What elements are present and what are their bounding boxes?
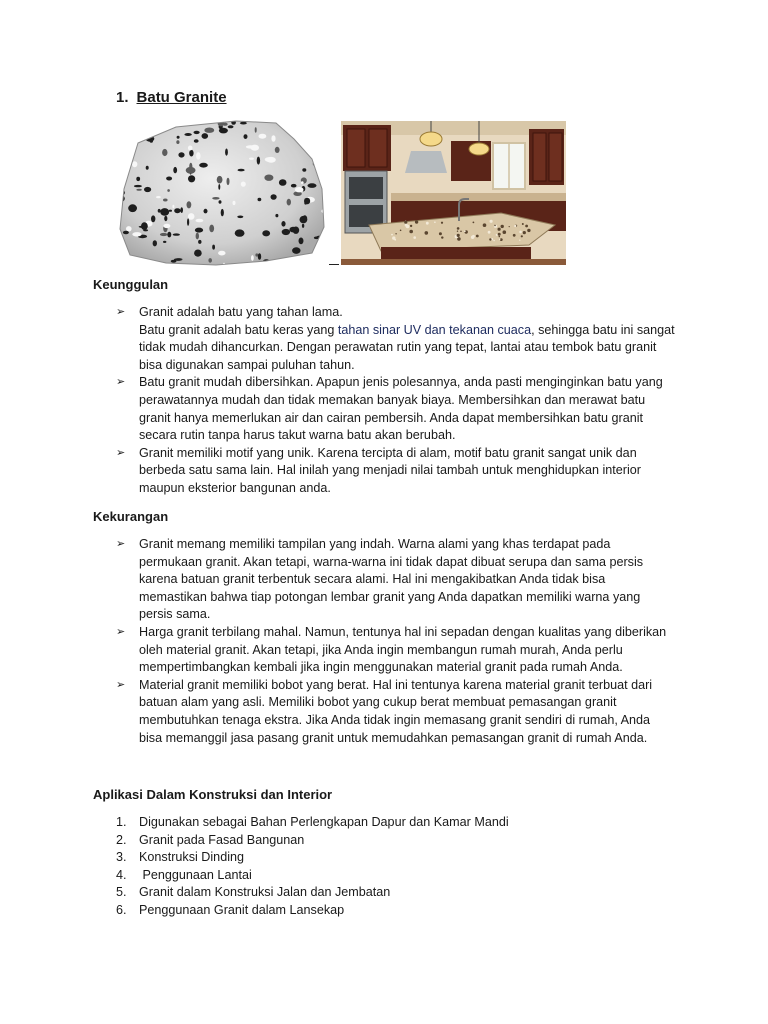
granite-kitchen-image	[341, 121, 566, 265]
granite-speckle	[258, 253, 261, 260]
granite-speckle	[254, 119, 256, 122]
granite-speckle	[166, 177, 172, 181]
granite-speckle	[225, 149, 228, 156]
granite-speckle	[318, 119, 323, 123]
list-item-text: Konstruksi Dinding	[139, 850, 244, 865]
list-item-text: Granit pada Fasad Bangunan	[139, 832, 305, 847]
list-number: 3.	[116, 850, 127, 865]
countertop-speckle	[514, 225, 516, 227]
granite-speckle	[271, 194, 277, 200]
list-item	[116, 849, 509, 867]
countertop-speckle	[457, 227, 460, 230]
list-item-text: Granit memang memiliki tampilan yang indah. Warna alami yang khas terdapat pada permukaan granit. Akan tetapi, warna-warna ini tidak dapat dibuat serupa dan sama persis karena batuan granit terbentuk secara alami. Hal ini mengakibatkan Anda tidak bisa memastikan bahwa tiap potongan lembar granit yang Anda dapatkan memiliki warna yang persis sama.	[139, 537, 644, 622]
granite-speckle	[218, 184, 220, 190]
granite-speckle	[295, 187, 304, 192]
granite-speckle	[287, 199, 291, 206]
countertop-speckle	[513, 234, 516, 237]
countertop-speckle	[415, 220, 418, 223]
aplikasi-heading: Aplikasi Dalam Konstruksi dan Interior	[93, 787, 333, 802]
countertop-speckle	[425, 231, 429, 235]
granite-speckle	[135, 136, 137, 142]
countertop-speckle	[406, 226, 407, 227]
granite-speckle	[173, 167, 177, 173]
countertop-speckle	[483, 223, 487, 227]
granite-speckle	[177, 136, 180, 139]
granite-speckle	[156, 196, 161, 198]
countertop-speckle	[392, 236, 395, 239]
granite-speckle	[237, 216, 243, 219]
granite-speckle	[125, 154, 131, 159]
granite-speckle	[275, 147, 280, 153]
countertop-speckle	[499, 239, 500, 240]
granite-speckle	[202, 133, 209, 139]
granite-speckle	[133, 123, 138, 129]
countertop-speckle	[426, 222, 429, 225]
list-item	[116, 624, 676, 677]
granite-speckle	[198, 240, 201, 244]
granite-speckle	[291, 184, 297, 188]
list-item	[116, 304, 676, 374]
countertop-speckle	[473, 222, 475, 224]
granite-speckle	[169, 210, 172, 212]
granite-speckle	[188, 213, 195, 220]
granite-speckle	[130, 149, 133, 154]
granite-speckle	[227, 178, 230, 185]
granite-speckle	[117, 136, 122, 141]
granite-speckle	[257, 157, 260, 165]
countertop-speckle	[464, 231, 466, 233]
granite-speckle	[194, 131, 200, 134]
countertop-speckle	[523, 231, 526, 234]
granite-speckle	[309, 120, 318, 128]
countertop-speckle	[434, 221, 436, 223]
granite-speckle	[302, 168, 306, 171]
granite-speckle	[132, 136, 137, 144]
kekurangan-list	[116, 536, 676, 747]
granite-speckle	[259, 134, 267, 139]
countertop-speckle	[441, 236, 443, 238]
section-title-text: Batu Granite	[136, 89, 227, 106]
list-number: 6.	[116, 902, 127, 917]
granite-speckle	[163, 241, 166, 243]
granite-speckle	[189, 150, 193, 157]
granite-speckle	[163, 199, 168, 202]
granite-speckle	[164, 216, 167, 221]
countertop-speckle	[522, 223, 524, 225]
section-title	[116, 89, 227, 106]
granite-speckle	[292, 247, 300, 254]
granite-speckle	[184, 133, 191, 136]
granite-speckle	[316, 165, 322, 170]
granite-speckle	[134, 185, 142, 187]
list-item	[116, 536, 676, 624]
granite-speckle	[275, 214, 278, 217]
granite-speckle	[304, 198, 310, 205]
list-item	[116, 814, 509, 832]
countertop-speckle	[494, 225, 496, 227]
countertop-speckle	[527, 229, 530, 232]
countertop-speckle	[521, 235, 523, 237]
granite-speckle	[195, 228, 203, 233]
granite-speckle	[153, 240, 157, 246]
granite-speckle	[167, 189, 170, 192]
list-item-text: Harga granit terbilang mahal. Namun, tentunya hal ini sepadan dengan kualitas yang diberikan oleh material granit. Akan tetapi, jika Anda ingin membangun rumah murah, Anda perlu mempertimbangkan kembali jika ingin menggunakan material granit pada rumah Anda.	[139, 624, 667, 675]
countertop-speckle	[395, 233, 396, 234]
list-item-title: Granit adalah batu yang tahan lama.	[139, 305, 343, 319]
list-item-text: Penggunaan Lantai	[139, 867, 252, 882]
granite-speckle	[194, 139, 199, 143]
countertop-speckle	[400, 230, 402, 232]
granite-speckle	[240, 122, 247, 125]
granite-speckle	[255, 127, 257, 132]
granite-speckle	[149, 123, 159, 131]
granite-speckle	[241, 182, 246, 187]
granite-speckle	[187, 218, 189, 225]
granite-speckle	[116, 170, 121, 175]
section-number: 1.	[116, 89, 129, 106]
granite-speckle	[151, 215, 155, 222]
granite-speckle	[327, 119, 328, 122]
countertop-speckle	[496, 234, 498, 236]
granite-speckle	[217, 176, 223, 184]
granite-speckle	[128, 204, 137, 212]
countertop-speckle	[498, 233, 501, 236]
granite-speckle	[160, 233, 168, 236]
granite-speckle	[204, 128, 214, 133]
keunggulan-heading: Keunggulan	[93, 277, 169, 292]
arrow-bullet-icon: ➢	[116, 376, 126, 389]
list-item-text: Material granit memiliki bobot yang berat. Hal ini tentunya karena material granit terbuat dari batuan alam yang asli. Memiliki bobot yang cukup berat membuat pemasangan granit membutuhkan tenaga ekstra. Jika Anda tidak ingin memasang granit sendiri di rumah, Anda bisa memanggil jasa pasang granit untuk memudahkan pemasangan granit di rumah Anda.	[139, 677, 653, 745]
granite-speckle	[233, 201, 236, 205]
granite-speckle	[196, 219, 204, 223]
granite-speckle	[218, 120, 225, 126]
countertop-speckle	[490, 220, 493, 223]
countertop-speckle	[439, 232, 442, 235]
granite-speckle	[136, 189, 141, 191]
granite-speckle	[324, 214, 327, 220]
arrow-bullet-icon: ➢	[116, 538, 126, 550]
granite-speckle	[255, 253, 258, 256]
granite-speckle	[163, 224, 170, 228]
granite-speckle	[167, 232, 171, 238]
list-item	[116, 832, 509, 850]
list-item	[116, 445, 676, 498]
granite-rock-image	[116, 119, 328, 267]
list-item-text: Granit memiliki motif yang unik. Karena tercipta di alam, motif batu granit sangat unik dan berbeda satu sama lain. Hal inilah yang menjadi nilai tambah untuk menghidupkan interior maupun eksterior bangunan anda.	[139, 445, 641, 495]
granite-speckle	[310, 141, 313, 146]
list-item	[116, 867, 509, 885]
arrow-bullet-icon: ➢	[116, 678, 126, 691]
countertop-speckle	[503, 230, 507, 234]
list-number: 2.	[116, 832, 127, 847]
granite-speckle	[289, 227, 296, 233]
granite-speckle	[173, 119, 179, 122]
granite-speckle	[176, 140, 179, 144]
granite-speckle	[262, 230, 270, 236]
granite-speckle	[147, 119, 154, 120]
granite-speckle	[271, 135, 275, 142]
granite-speckle	[132, 127, 135, 131]
list-number: 5.	[116, 885, 127, 900]
granite-speckle	[212, 245, 215, 250]
granite-speckle	[302, 224, 304, 228]
granite-speckle	[188, 146, 193, 151]
granite-speckle	[116, 162, 119, 169]
granite-speckle	[187, 201, 192, 208]
granite-speckle	[160, 208, 169, 216]
keunggulan-list	[116, 304, 676, 498]
granite-speckle	[299, 238, 304, 245]
granite-speckle	[316, 236, 325, 239]
granite-speckle	[265, 157, 275, 162]
countertop-speckle	[441, 222, 443, 224]
granite-speckle	[141, 222, 148, 230]
granite-speckle	[126, 226, 132, 231]
countertop-speckle	[460, 231, 462, 233]
granite-speckle	[246, 145, 256, 148]
countertop-speckle	[488, 231, 491, 234]
granite-speckle	[162, 149, 167, 156]
list-item	[116, 374, 676, 444]
list-item	[116, 902, 509, 920]
list-item-text: Penggunaan Granit dalam Lansekap	[139, 902, 345, 917]
list-item-text: Granit dalam Konstruksi Jalan dan Jembatan	[139, 885, 391, 900]
granite-speckle	[132, 232, 141, 236]
granite-speckle	[199, 163, 208, 168]
granite-speckle	[282, 229, 290, 235]
granite-speckle	[204, 209, 208, 214]
granite-speckle	[314, 131, 319, 133]
countertop-speckle	[489, 238, 491, 240]
list-item	[116, 677, 676, 747]
granite-speckle	[146, 259, 149, 266]
list-item-text: Batu granit mudah dibersihkan. Apapun jenis polesannya, anda pasti menginginkan batu yang perawatannya mudah dan tidak memakan banyak biaya. Membersihkan dan merawat batu granit hanya memerlukan air dan cairan pembersih. Anda dapat membersihkan batu granit secara rutin tanpa harus takut warna batu akan berubah.	[139, 375, 663, 443]
granite-speckle	[144, 187, 151, 192]
granite-speckle	[281, 221, 285, 227]
granite-speckle	[208, 258, 212, 263]
granite-speckle	[251, 255, 254, 261]
granite-speckle	[212, 197, 219, 200]
granite-speckle	[301, 181, 304, 184]
granite-speckle	[281, 263, 284, 267]
granite-speckle	[264, 175, 273, 181]
granite-speckle	[147, 131, 154, 135]
underline-mark	[329, 264, 339, 265]
countertop-speckle	[457, 231, 458, 232]
granite-speckle	[143, 229, 148, 231]
countertop-speckle	[509, 226, 510, 227]
arrow-bullet-icon: ➢	[116, 625, 126, 638]
kekurangan-heading: Kekurangan	[93, 509, 169, 524]
granite-speckle	[158, 209, 161, 213]
countertop-speckle	[498, 228, 501, 231]
granite-speckle	[279, 179, 287, 186]
countertop-speckle	[499, 236, 501, 238]
granite-speckle	[228, 125, 234, 128]
granite-speckle	[138, 120, 146, 122]
granite-speckle	[219, 200, 222, 203]
granite-speckle	[196, 233, 199, 240]
granite-speckle	[174, 208, 180, 213]
countertop-speckle	[476, 235, 479, 238]
granite-speckle	[258, 198, 262, 201]
countertop-speckle	[519, 231, 522, 234]
granite-speckle	[186, 167, 196, 174]
granite-speckle	[132, 161, 137, 167]
list-number: 1.	[116, 815, 127, 829]
granite-speckle	[308, 183, 317, 188]
countertop-speckle	[525, 225, 528, 228]
granite-speckle	[196, 152, 200, 160]
list-item-detail: Batu granit adalah batu keras yang tahan sinar UV dan tekanan cuaca, sehingga batu ini sangat tidak mudah dihancurkan. Dengan perawatan rutin yang tepat, lantai atau tembok batu granit bisa digunakan sampai puluhan tahun.	[139, 322, 675, 372]
countertop-speckle	[404, 221, 407, 224]
granite-speckle	[188, 175, 195, 182]
highlight-text: tahan sinar UV dan tekanan cuaca	[337, 322, 532, 337]
granite-speckle	[123, 231, 129, 234]
granite-speckle	[218, 251, 225, 256]
countertop-speckle	[493, 240, 495, 242]
granite-speckle	[306, 133, 314, 139]
granite-speckle	[238, 169, 245, 172]
granite-speckle	[323, 155, 325, 162]
granite-speckle	[171, 260, 177, 263]
granite-speckle	[244, 134, 248, 139]
granite-speckle	[173, 233, 180, 235]
granite-speckle	[180, 207, 183, 213]
aplikasi-list	[116, 814, 509, 920]
granite-speckle	[300, 216, 308, 223]
granite-speckle	[322, 184, 329, 190]
granite-speckle	[249, 158, 254, 160]
granite-speckle	[322, 119, 325, 123]
granite-speckle	[146, 166, 149, 170]
countertop-speckle	[409, 230, 413, 234]
countertop-speckle	[410, 225, 412, 227]
countertop-speckle	[391, 234, 393, 236]
arrow-bullet-icon: ➢	[116, 446, 126, 459]
granite-speckle	[235, 229, 245, 236]
granite-speckle	[209, 225, 214, 233]
list-item	[116, 884, 509, 902]
arrow-bullet-icon: ➢	[116, 306, 126, 318]
countertop-speckle	[501, 225, 504, 228]
countertop-speckle	[457, 234, 460, 237]
granite-speckle	[178, 152, 184, 157]
list-number: 4.	[116, 867, 127, 882]
countertop-speckle	[413, 236, 416, 239]
granite-speckle	[317, 253, 326, 259]
granite-speckle	[172, 205, 174, 208]
countertop-speckle	[519, 240, 520, 241]
countertop-speckle	[472, 235, 475, 238]
granite-speckle	[136, 177, 140, 181]
granite-speckle	[194, 250, 202, 257]
list-item-text: Digunakan sebagai Bahan Perlengkapan Dapur dan Kamar Mandi	[139, 815, 509, 829]
granite-speckle	[221, 209, 224, 216]
